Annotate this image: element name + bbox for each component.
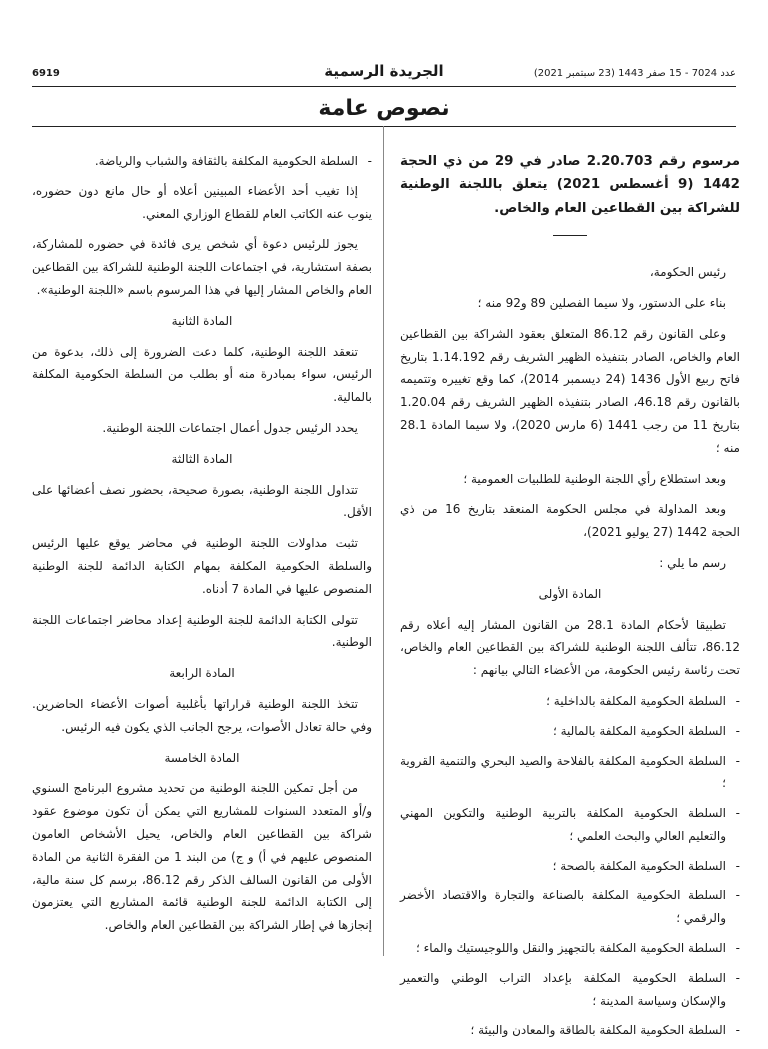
preamble-line: وبعد استطلاع رأي اللجنة الوطنية للطلبيات العمومية ؛: [463, 471, 726, 486]
article-paragraph: يجوز للرئيس دعوة أي شخص يرى فائدة في حضوره للمشاركة، بصفة استشارية، في اجتماعات اللجنة الوطنية للشراكة بين القطاعين العام والخاص المشار إليها في هذا المرسوم باسم «اللجنة الوطنية».: [32, 237, 372, 297]
article-paragraph: تنعقد اللجنة الوطنية، كلما دعت الضرورة إلى ذلك، بدعوة من الرئيس، سواء بمبادرة منه أو بطلب من السلطة الحكومية المكلفة بالمالية.: [32, 344, 372, 405]
member-list: [400, 690, 740, 1042]
list-item: - السلطة الحكومية المكلفة بالفلاحة والصيد البحري والتنمية القروية ؛: [400, 753, 740, 791]
preamble-line: وبعد المداولة في مجلس الحكومة المنعقد بتاريخ 16 من ذي الحجة 1442 (27 يوليو 2021)،: [400, 502, 740, 540]
preamble-line: بناء على الدستور، ولا سيما الفصلين 89 و92 منه ؛: [477, 295, 726, 310]
preamble-line: وعلى القانون رقم 86.12 المتعلق بعقود الشراكة بين القطاعين العام والخاص، الصادر بتنفيذه الظهير الشريف رقم 1.14.192 بتاريخ فاتح ربيع الأول 1436 (24 ديسمبر 2014)، كما وقع تغييره وتتميمه بالقانون رقم 46.18، الصادر بتنفيذه الظهير الشريف رقم 1.20.04 بتاريخ 11 من رجب 1441 (6 مارس 2020)، ولا سيما المادة 28.1 منه ؛: [400, 326, 741, 455]
list-item: - السلطة الحكومية المكلفة بالطاقة والمعادن والبيئة ؛: [470, 1023, 740, 1038]
list-item: - السلطة الحكومية المكلفة بالتربية الوطنية والتكوين المهني والتعليم العالي والبحث العلمي ؛: [400, 806, 740, 843]
article-heading: المادة الأولى: [538, 586, 602, 601]
list-item: - السلطة الحكومية المكلفة بالصحة ؛: [552, 858, 740, 873]
preamble-line: رسم ما يلي :: [659, 555, 726, 570]
article-heading: المادة الثانية: [171, 313, 233, 328]
section-rule: [32, 126, 736, 127]
article-paragraph: تتداول اللجنة الوطنية، بصورة صحيحة، بحضور نصف أعضائها على الأقل.: [32, 482, 372, 520]
list-item: - السلطة الحكومية المكلفة بإعداد التراب الوطني والتعمير والإسكان وسياسة المدينة ؛: [400, 970, 740, 1008]
issue-info: عدد 7024 - 15 صفر 1443 (23 سبتمبر 2021): [533, 68, 736, 79]
article-paragraph: تتخذ اللجنة الوطنية قراراتها بأغلبية أصوات الأعضاء الحاضرين. وفي حالة تعادل الأصوات، يرجح الجانب الذي يكون فيه الرئيس.: [32, 696, 372, 734]
journal-title: الجريدة الرسمية: [324, 62, 444, 80]
list-item: - السلطة الحكومية المكلفة بالصناعة والتجارة والاقتصاد الأخضر والرقمي ؛: [400, 888, 740, 926]
list-item: - السلطة الحكومية المكلفة بالمالية ؛: [552, 723, 740, 738]
list-item: - السلطة الحكومية المكلفة بالداخلية ؛: [546, 693, 740, 708]
decree-title: مرسوم رقم 2.20.703 صادر في 29 من ذي الحجة 1442 (9 أغسطس 2021) يتعلق باللجنة الوطنية للشراكة بين القطاعين العام والخاص.: [400, 154, 740, 216]
section-title: نصوص عامة: [318, 96, 450, 121]
article-heading: المادة الثالثة: [171, 451, 233, 466]
article-paragraph: إذا تغيب أحد الأعضاء المبينين أعلاه أو حال مانع دون حضوره، ينوب عنه الكاتب العام للقطاع الوزاري المعني.: [32, 183, 372, 221]
article-paragraph: من أجل تمكين اللجنة الوطنية من تحديد مشروع البرنامج السنوي و/أو المتعدد السنوات للمشاريع التي يمكن أن تكون موضوع عقود شراكة بين القطاعين العام والخاص، يحيل الأشخاص العامون المنصوص عليهم في أ) و ج) من البند 1 من الفقرة الثانية من المادة الأولى من القانون السالف الذكر رقم 86.12، برسم كل سنة مالية، إلى الكتابة الدائمة للجنة الوطنية قائمة المشاريع التي يعتزمون إنجازها في إطار الشراكة بين القطاعين العام والخاص.: [32, 781, 372, 933]
title-separator: [400, 224, 740, 247]
page-number: 6919: [32, 68, 60, 79]
article-heading: المادة الرابعة: [169, 666, 235, 681]
article-paragraph: تثبت مداولات اللجنة الوطنية في محاضر يوقع عليها الرئيس والسلطة الحكومية المكلفة بمهام الكتابة الدائمة للجنة الوطنية المنصوص عليها في المادة 7 أدناه.: [32, 536, 372, 596]
article-paragraph: تتولى الكتابة الدائمة للجنة الوطنية إعداد محاضر اجتماعات اللجنة الوطنية.: [32, 612, 372, 650]
header-rule: [32, 86, 736, 87]
article-paragraph: تطبيقا لأحكام المادة 28.1 من القانون المشار إليه أعلاه رقم 86.12، تتألف اللجنة الوطنية للشراكة بين القطاعين العام والخاص، تحت رئاسة رئيس الحكومة، من الأعضاء التالي بيانهم :: [400, 617, 740, 678]
preamble-line: رئيس الحكومة،: [649, 265, 726, 280]
left-column: [32, 150, 372, 945]
right-column: [400, 150, 740, 1049]
page-header: [32, 62, 736, 84]
list-item: - السلطة الحكومية المكلفة بالثقافة والشباب والرياضة.: [94, 154, 372, 168]
member-list-continued: [32, 150, 372, 173]
list-item: - السلطة الحكومية المكلفة بالتجهيز والنقل واللوجيستيك والماء ؛: [416, 941, 740, 956]
article-paragraph: يحدد الرئيس جدول أعمال اجتماعات اللجنة الوطنية.: [102, 420, 358, 435]
column-divider: [383, 126, 384, 956]
article-heading: المادة الخامسة: [164, 750, 240, 765]
